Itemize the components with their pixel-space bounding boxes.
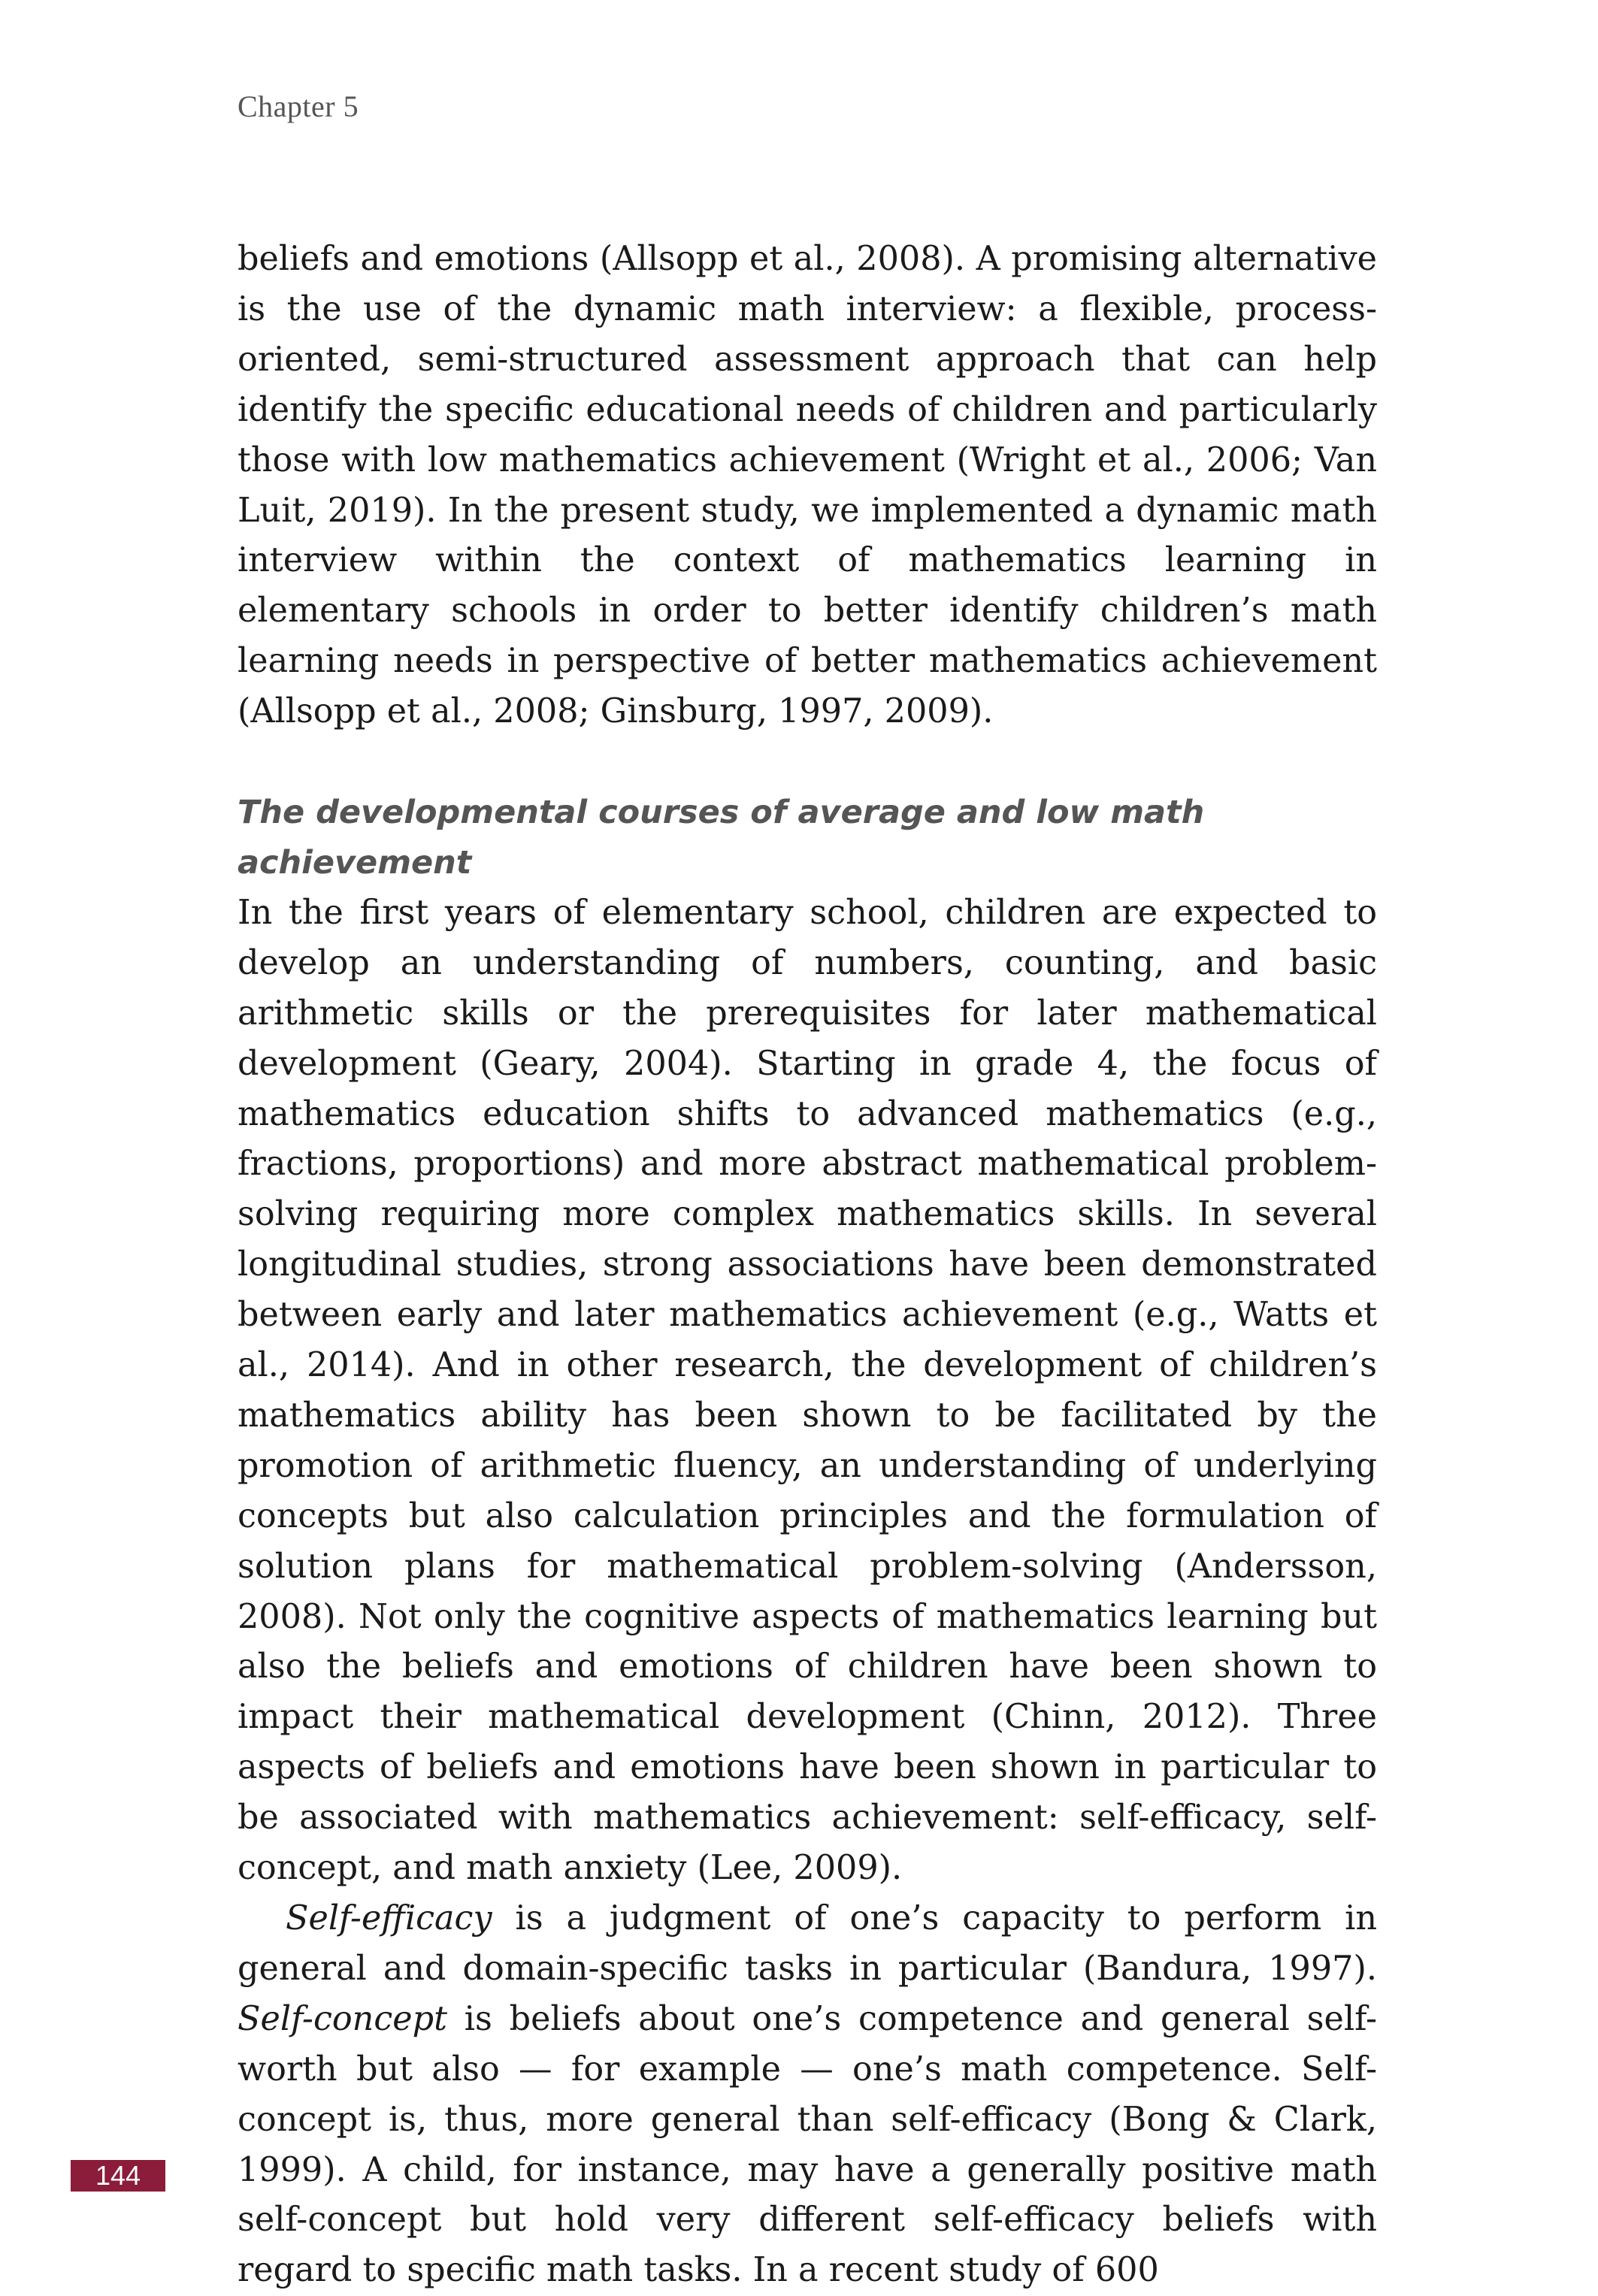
- term-self-efficacy: Self-efficacy: [286, 1899, 492, 1938]
- running-header: Chapter 5: [238, 89, 359, 123]
- page-number-badge: 144: [71, 2160, 165, 2192]
- paragraph-intro: beliefs and emotions (Allsopp et al., 2008). A promising alternative is the use of the dynamic math interview: a flexible, process-oriented, semi-structured assessment approach that can help identify the specific educational needs of children and particularly those with low mathematics achievement (Wright et al., 2006; Van Luit, 2019). In the present study, we implemented a dynamic math interview within the context of mathematics learning in elementary schools in order to better identify children’s math learning needs in perspective of better mathematics achievement (Allsopp et al., 2008; Ginsburg, 1997, 2009).: [238, 240, 1377, 731]
- paragraph-self-efficacy-text-1: is a judgment of one’s capacity to perform in general and domain-specific tasks in particular (Bandura, 1997).: [238, 1899, 1377, 1988]
- paragraph-self-efficacy: [238, 1894, 1377, 2296]
- section-heading: The developmental courses of average and low math achievement: [238, 794, 1205, 882]
- paragraph-developmental-courses: In the first years of elementary school, children are expected to develop an understanding of numbers, counting, and basic arithmetic skills or the prerequisites for later mathematical development (Geary, 2004). Starting in grade 4, the focus of mathematics education shifts to advanced mathematics (e.g., fractions, proportions) and more abstract mathematical problem-solving requiring more complex mathematics skills. In several longitudinal studies, strong associations have been demonstrated between early and later mathematics achievement (e.g., Watts et al., 2014). And in other research, the development of children’s mathematics ability has been shown to be facilitated by the promotion of arithmetic fluency, an understanding of underlying concepts but also calculation principles and the formulation of solution plans for mathematical problem-solving (Andersson, 2008). Not only the cognitive aspects of mathematics learning but also the beliefs and emotions of children have been shown to impact their mathematical development (Chinn, 2012). Three aspects of beliefs and emotions have been shown in particular to be associated with mathematics achievement: self-efficacy, self-concept, and math anxiety (Lee, 2009).: [238, 893, 1377, 1888]
- term-self-concept: Self-concept: [238, 1999, 447, 2038]
- text-column: [238, 234, 1377, 2296]
- paragraph-self-efficacy-text-2: is beliefs about one’s competence and general self-worth but also — for example — one’s math competence. Self-concept is, thus, more general than self-efficacy (Bong & Clark, 1999). A child, for instance, may have a generally positive math self-concept but hold very different self-efficacy beliefs with regard to specific math tasks. In a recent study of 600: [238, 1999, 1377, 2290]
